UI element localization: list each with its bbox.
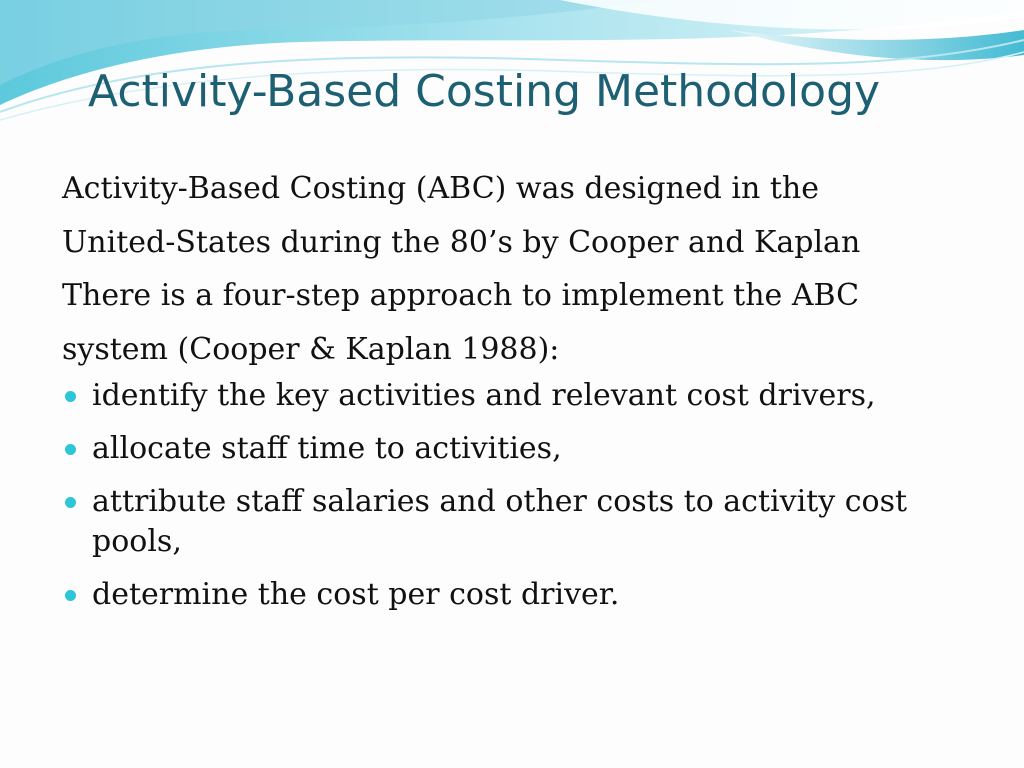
slide-body [62,162,952,628]
list-item [62,376,952,416]
intro-line-3: There is a four-step approach to implement the ABC [62,278,860,313]
steps-list [62,376,952,615]
slide-title: Activity-Based Costing Methodology [88,66,881,117]
list-item [62,429,952,469]
list-item [62,575,952,615]
bullet-dot-icon [65,444,76,455]
list-item [62,482,952,562]
list-item-text: determine the cost per cost driver. [92,577,620,612]
list-item-text: allocate staff time to activities, [92,431,562,466]
list-item-text: identify the key activities and relevant cost drivers, [92,378,876,413]
bullet-dot-icon [65,391,76,402]
intro-line-2: United-States during the 80’s by Cooper and Kaplan [62,224,861,260]
intro-line-4: system (Cooper & Kaplan 1988): [62,331,560,367]
intro-line-1: Activity-Based Costing (ABC) was designed in the [62,171,819,206]
bullet-dot-icon [65,497,76,508]
bullet-dot-icon [65,590,76,601]
list-item-text: attribute staff salaries and other costs to activity cost pools, [92,484,908,559]
